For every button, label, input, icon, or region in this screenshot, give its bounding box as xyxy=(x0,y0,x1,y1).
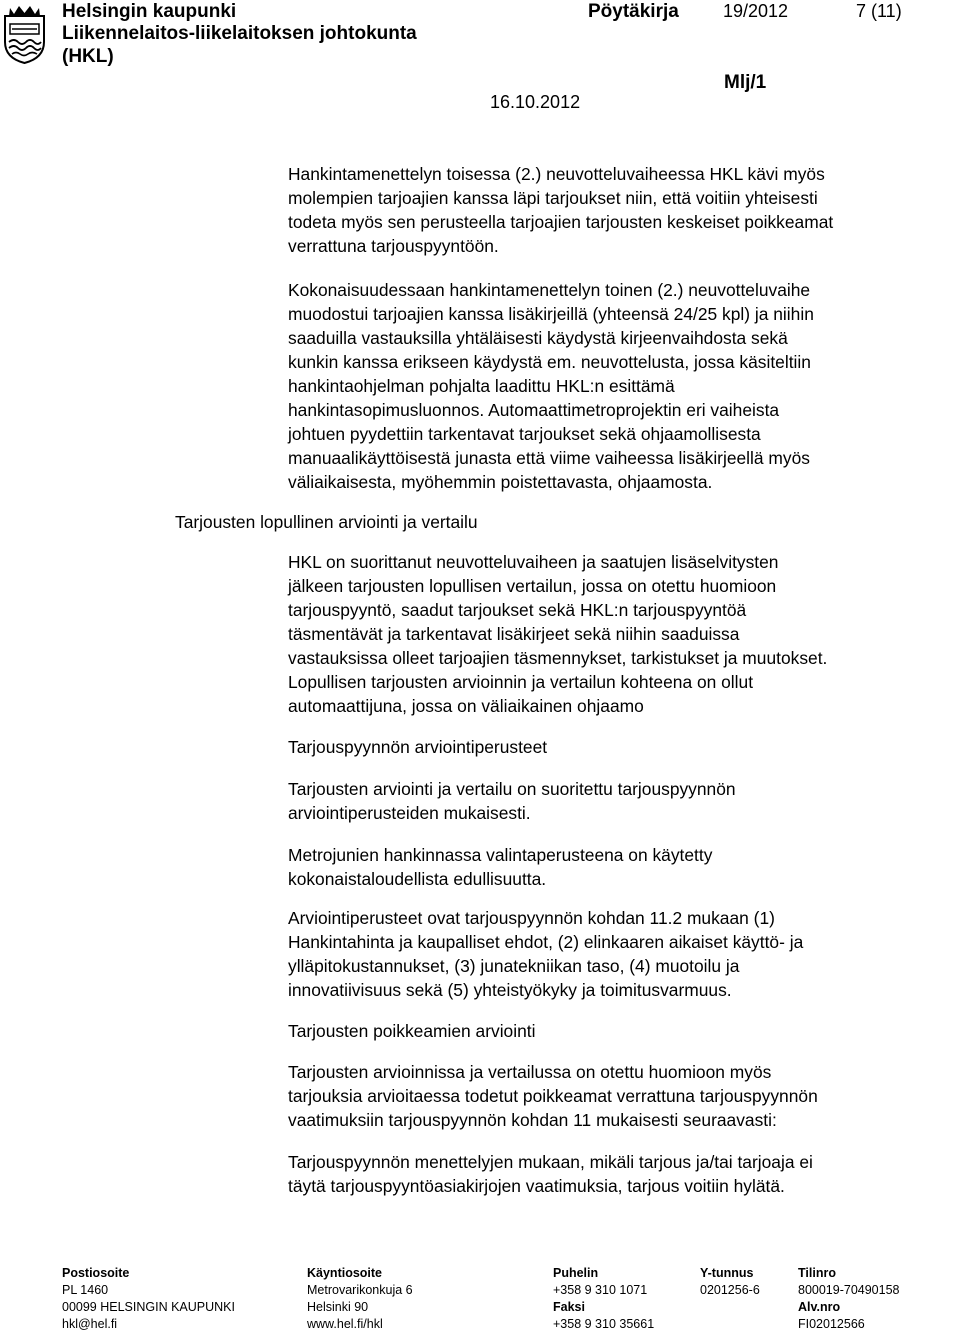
footer-label: Y-tunnus xyxy=(700,1266,754,1280)
footer-value: PL 1460 xyxy=(62,1283,109,1297)
footer-business-id xyxy=(700,1265,760,1299)
footer-label: Faksi xyxy=(553,1300,585,1314)
footer-value: 0201256-6 xyxy=(700,1283,760,1297)
text-line: todeta myös sen perusteella tarjoajien tarjousten keskeiset poikkeamat xyxy=(288,212,834,232)
text-line: vastauksissa olleet tarjoajien täsmennykset, tarkistukset ja muutokset. xyxy=(288,648,828,668)
org-name: Helsingin kaupunki xyxy=(62,1,237,22)
footer-email: hkl@hel.fi xyxy=(62,1317,118,1331)
text-line: saaduilla vastauksilla yhtäläisesti käydystä kirjeenvaihdosta sekä xyxy=(288,328,788,348)
text-line: ylläpitokustannukset, (3) junatekniikan taso, (4) muotoilu ja xyxy=(288,956,740,976)
text-line: jälkeen tarjousten lopullisen vertailun, jossa on otettu huomioon xyxy=(288,576,777,596)
meeting-date: 16.10.2012 xyxy=(490,92,581,112)
paragraph-rejection-rule xyxy=(288,1150,948,1198)
text-line: Kokonaisuudessaan hankintamenettelyn toinen (2.) neuvotteluvaihe xyxy=(288,280,811,300)
text-line: vaatimuksiin tarjouspyynnön kohdan 11 mukaisesti seuraavasti: xyxy=(288,1110,777,1130)
text-line: Tarjousten arviointi ja vertailu on suoritettu tarjouspyynnön xyxy=(288,779,736,799)
text-line: molempien tarjoajien kanssa läpi tarjoukset niin, että voitiin yhteisesti xyxy=(288,188,818,208)
text-line: Hankintahinta ja kaupalliset ehdot, (2) elinkaaren aikaiset käyttö- ja xyxy=(288,932,804,952)
footer-value: +358 9 310 1071 xyxy=(553,1283,648,1297)
footer-website: www.hel.fi/hkl xyxy=(307,1317,383,1331)
subheading-evaluation-criteria xyxy=(288,735,948,759)
text-line: HKL on suorittanut neuvotteluvaiheen ja saatujen lisäselvitysten xyxy=(288,552,779,572)
paragraph-criteria-list xyxy=(288,906,948,1002)
footer-value: 800019-70490158 xyxy=(798,1283,900,1297)
text-line: Tarjouspyynnön menettelyjen mukaan, mikäli tarjous ja/tai tarjoaja ei xyxy=(288,1152,813,1172)
text-line: manuaalikäyttöisestä junasta että viime vaiheessa lisäkirjeellä myös xyxy=(288,448,810,468)
org-unit: Liikennelaitos-liikelaitoksen johtokunta xyxy=(62,23,417,44)
page-number: 7 (11) xyxy=(856,1,902,21)
helsinki-crest-logo xyxy=(2,2,47,64)
text-line: Arviointiperusteet ovat tarjouspyynnön kohdan 11.2 mukaan (1) xyxy=(288,908,775,928)
text-line: kokonaistaloudellista edullisuutta. xyxy=(288,869,547,889)
section-reference: Mlj/1 xyxy=(724,72,767,93)
text-line: verrattuna tarjouspyyntöön. xyxy=(288,236,499,256)
text-line: Metrojunien hankinnassa valintaperusteena on käytetty xyxy=(288,845,713,865)
footer-label: Käyntiosoite xyxy=(307,1266,383,1280)
document-number: 19/2012 xyxy=(723,1,789,21)
text-line: innovatiivisuus sekä (5) yhteistyökyky ja toimitusvarmuus. xyxy=(288,980,732,1000)
text-line: väliaikaisesta, myöhemmin poistettavasta, ohjaamosta. xyxy=(288,472,713,492)
footer-value: FI02012566 xyxy=(798,1317,865,1331)
footer-label: Alv.nro xyxy=(798,1300,841,1314)
paragraph-final-comparison xyxy=(288,550,948,718)
text-line: johtuen pyydettiin tarkentavat tarjoukset sekä ohjaamollisesta xyxy=(288,424,761,444)
text-line: hankintasopimusluonnos. Automaattimetroprojektin eri vaiheista xyxy=(288,400,780,420)
text-line: Hankintamenettelyn toisessa (2.) neuvotteluvaiheessa HKL kävi myös xyxy=(288,164,825,184)
paragraph-selection-basis xyxy=(288,843,948,891)
text-line: tarjouksia arvioitaessa todetut poikkeamat verrattuna tarjouspyynnön xyxy=(288,1086,818,1106)
footer-value: 00099 HELSINGIN KAUPUNKI xyxy=(62,1300,235,1314)
footer-value: +358 9 310 35661 xyxy=(553,1317,655,1331)
footer-label: Tilinro xyxy=(798,1266,836,1280)
text-line: automaattijuna, jossa on väliaikainen ohjaamo xyxy=(288,696,644,716)
text-line: Tarjousten arvioinnissa ja vertailussa on otettu huomioon myös xyxy=(288,1062,772,1082)
paragraph-criteria-basis xyxy=(288,777,948,825)
text-line: täsmentävät ja tarkentavat lisäkirjeet sekä niihin saaduissa xyxy=(288,624,740,644)
paragraph-negotiation-summary xyxy=(288,278,948,494)
text-line: muodostui tarjoajien kanssa lisäkirjeillä (yhteensä 24/25 kpl) ja niihin xyxy=(288,304,814,324)
text-line: Lopullisen tarjousten arvioinnin ja vertailun kohteena on ollut xyxy=(288,672,754,692)
text-line: hankintaohjelman pohjalta laadittu HKL:n esittämä xyxy=(288,376,675,396)
text-line: arviointiperusteiden mukaisesti. xyxy=(288,803,531,823)
footer-value: Helsinki 90 xyxy=(307,1300,369,1314)
subheading-deviation-evaluation xyxy=(288,1019,948,1043)
footer-phone xyxy=(553,1265,654,1333)
footer-value: Metrovarikonkuja 6 xyxy=(307,1283,413,1297)
footer-account xyxy=(798,1265,900,1333)
text-line: Tarjouspyynnön arviointiperusteet xyxy=(288,737,548,757)
text-line: täytä tarjouspyyntöasiakirjojen vaatimuksia, tarjous voitiin hylätä. xyxy=(288,1176,785,1196)
footer-postal-address xyxy=(62,1265,235,1333)
paragraph-negotiation-review xyxy=(288,162,948,258)
text-line: kunkin kanssa erikseen käydystä em. neuvottelusta, jossa käsiteltiin xyxy=(288,352,811,372)
text-line: Tarjousten poikkeamien arviointi xyxy=(288,1021,536,1041)
text-line: tarjouspyyntö, saadut tarjoukset sekä HKL:n tarjouspyyntöä xyxy=(288,600,747,620)
side-heading: Tarjousten lopullinen arviointi ja vertailu xyxy=(175,512,478,532)
footer-label: Puhelin xyxy=(553,1266,599,1280)
paragraph-deviations xyxy=(288,1060,948,1132)
document-type: Pöytäkirja xyxy=(588,1,679,22)
org-abbreviation: (HKL) xyxy=(62,46,114,67)
footer-visiting-address xyxy=(307,1265,413,1333)
footer-label: Postiosoite xyxy=(62,1266,130,1280)
